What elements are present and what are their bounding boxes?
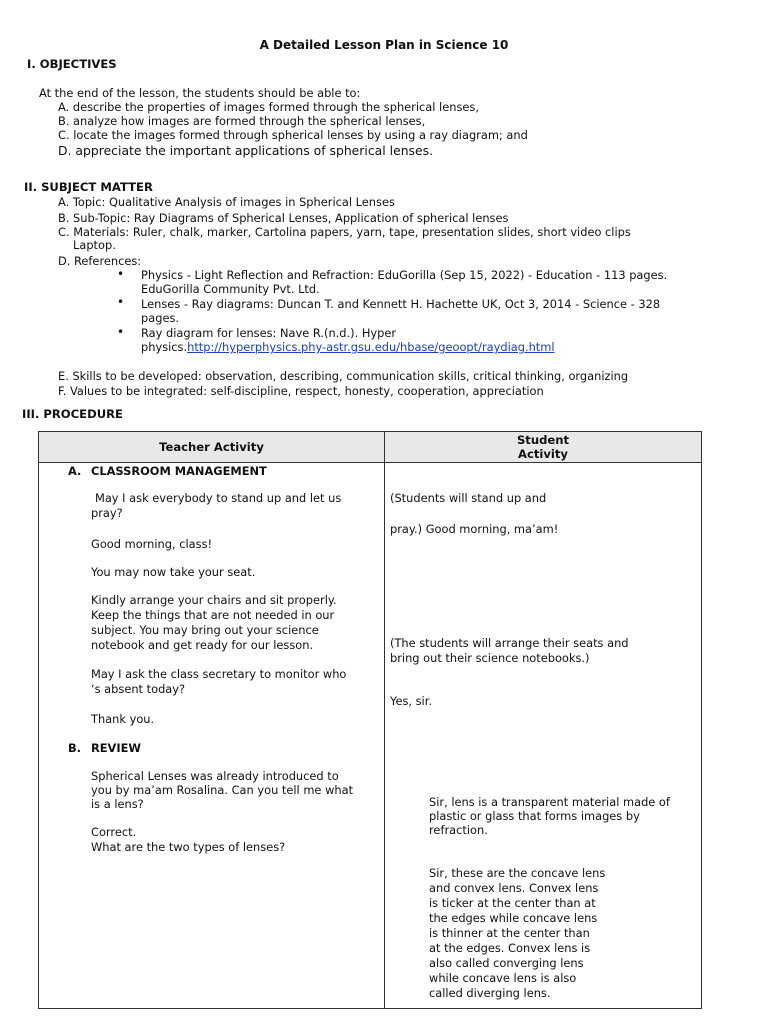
section-letter: A. [68,464,82,478]
student-header-line: Student [516,433,570,447]
objective-item: D. appreciate the important applications of spherical lenses. [58,143,434,158]
values: F. Values to be integrated: self-discipline, respect, honesty, cooperation, appreciation [58,384,544,398]
reference-line: pages. [141,311,180,325]
student-line: also called converging lens [429,956,584,970]
teacher-line: May I ask the class secretary to monitor who [91,667,347,681]
student-line: is ticker at the center than at [429,896,596,910]
student-line: and convex lens. Convex lens [429,881,599,895]
topic: A. Topic: Qualitative Analysis of images in Spherical Lenses [58,195,395,209]
student-line: bring out their science notebooks.) [390,651,590,665]
reference-line: Ray diagram for lenses: Nave R.(n.d.). Hyper [141,326,397,340]
procedure-table [38,431,702,1009]
student-line: (Students will stand up and [390,491,547,505]
teacher-header-label: Teacher Activity [159,440,264,454]
objectives-intro: At the end of the lesson, the students should be able to: [39,86,361,100]
section-letter: B. [68,741,82,755]
teacher-line: Kindly arrange your chairs and sit properly. [91,593,337,607]
student-line: plastic or glass that forms images by [429,809,640,823]
objective-item: A. describe the properties of images formed through the spherical lenses, [58,100,479,114]
teacher-line: May I ask everybody to stand up and let us [95,491,342,505]
subtopic: B. Sub-Topic: Ray Diagrams of Spherical Lenses, Application of spherical lenses [58,211,509,225]
teacher-line: ‘s absent today? [91,682,186,696]
table-row [39,463,702,1009]
student-activity-header [385,432,702,463]
student-line: pray.) Good morning, ma’am! [390,522,559,536]
materials-cont: Laptop. [73,238,116,252]
teacher-line: subject. You may bring out your science [91,623,319,637]
objective-item: B. analyze how images are formed through the spherical lenses, [58,114,426,128]
teacher-line: You may now take your seat. [91,565,256,579]
teacher-activity-cell [39,463,385,1009]
student-header-line: Activity [518,447,568,461]
hyperphysics-link[interactable]: http://hyperphysics.phy-astr.gsu.edu/hbase/geoopt/raydiag.html [187,340,555,354]
teacher-line: notebook and get ready for our lesson. [91,638,314,652]
teacher-line: Correct. [91,825,137,839]
teacher-line: Good morning, class! [91,537,213,551]
objectives-heading: I. OBJECTIVES [27,57,117,71]
table-header-row [39,432,702,463]
teacher-line: Spherical Lenses was already introduced to [91,769,339,783]
bullet-icon: • [117,267,125,281]
reference-line: Physics - Light Reflection and Refraction: EduGorilla (Sep 15, 2022) - Education - 113 pages. [141,268,668,282]
teacher-line: is a lens? [91,797,144,811]
student-line: the edges while concave lens [429,911,598,925]
materials: C. Materials: Ruler, chalk, marker, Cartolina papers, yarn, tape, presentation slides, short video clips [58,225,631,239]
teacher-line: you by ma’am Rosalina. Can you tell me what [91,783,354,797]
reference-line-with-link [141,340,555,355]
objective-item: C. locate the images formed through spherical lenses by using a ray diagram; and [58,128,528,142]
skills: E. Skills to be developed: observation, describing, communication skills, critical thinking, organizing [58,369,629,383]
student-line: is thinner at the center than [429,926,590,940]
student-line: while concave lens is also [429,971,577,985]
subject-matter-heading: II. SUBJECT MATTER [24,180,153,194]
teacher-activity-header [39,432,385,463]
bullet-icon: • [117,325,125,339]
references-label: D. References: [58,254,142,268]
reference-line: Lenses - Ray diagrams: Duncan T. and Kennett H. Hachette UK, Oct 3, 2014 - Science - 328 [141,297,661,311]
student-line: refraction. [429,823,488,837]
document-title: A Detailed Lesson Plan in Science 10 [259,38,509,52]
procedure-heading: III. PROCEDURE [22,407,123,421]
teacher-line: What are the two types of lenses? [91,840,286,854]
student-activity-cell [385,463,702,1009]
section-title: REVIEW [91,741,141,755]
teacher-line: pray? [91,506,123,520]
reference-line: EduGorilla Community Pvt. Ltd. [141,282,320,296]
student-line: at the edges. Convex lens is [429,941,591,955]
student-line: called diverging lens. [429,986,551,1000]
section-title: CLASSROOM MANAGEMENT [91,464,267,478]
student-line: Yes, sir. [390,694,432,708]
student-line: (The students will arrange their seats and [390,636,629,650]
bullet-icon: • [117,295,125,309]
teacher-line: Keep the things that are not needed in our [91,608,335,622]
student-line: Sir, these are the concave lens [429,866,606,880]
student-line: Sir, lens is a transparent material made of [429,795,670,809]
teacher-line: Thank you. [91,712,155,726]
reference-prefix: physics. [141,340,188,354]
